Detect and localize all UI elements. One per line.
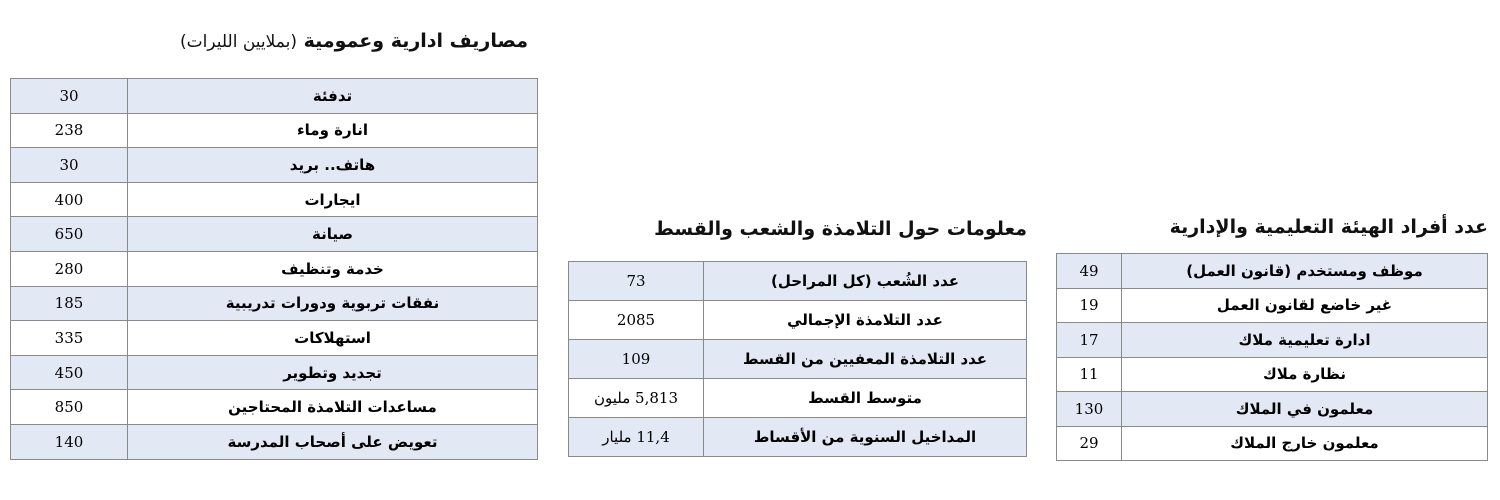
student-info-title-text: معلومات حول التلامذة والشعب والقسط	[654, 218, 1027, 240]
row-value: 650	[11, 217, 128, 252]
table-row	[11, 355, 538, 390]
row-value: 400	[11, 182, 128, 217]
table-row	[11, 424, 538, 459]
admin-expenses-rows	[11, 79, 538, 460]
staff-count-table	[1056, 253, 1488, 461]
row-label: تدفئة	[128, 79, 538, 114]
row-value: 140	[11, 424, 128, 459]
admin-expenses-title-text: مصاريف ادارية وعمومية	[303, 30, 528, 52]
table-row	[569, 301, 1027, 340]
table-row	[11, 113, 538, 148]
row-value: 17	[1057, 323, 1122, 358]
table-row	[1057, 357, 1488, 392]
row-label: استهلاكات	[128, 321, 538, 356]
row-value: 2085	[569, 301, 704, 340]
table-row	[11, 390, 538, 425]
row-value: 335	[11, 321, 128, 356]
row-label: عدد التلامذة المعفيين من القسط	[704, 340, 1027, 379]
table-row	[1057, 288, 1488, 323]
row-value: 130	[1057, 392, 1122, 427]
row-label: معلمون في الملاك	[1122, 392, 1488, 427]
row-value: 11	[1057, 357, 1122, 392]
row-value: 280	[11, 251, 128, 286]
row-value: 185	[11, 286, 128, 321]
staff-count-rows	[1057, 254, 1488, 461]
table-row	[11, 148, 538, 183]
table-row	[11, 217, 538, 252]
row-label: ادارة تعليمية ملاك	[1122, 323, 1488, 358]
row-label: تجديد وتطوير	[128, 355, 538, 390]
table-row	[1057, 426, 1488, 461]
row-value: 850	[11, 390, 128, 425]
row-label: موظف ومستخدم (قانون العمل)	[1122, 254, 1488, 289]
row-value: 30	[11, 148, 128, 183]
table-row	[11, 251, 538, 286]
row-label: خدمة وتنظيف	[128, 251, 538, 286]
table-row	[1057, 254, 1488, 289]
admin-expenses-table	[10, 78, 538, 460]
row-value: 450	[11, 355, 128, 390]
row-value: 5,813 مليون	[569, 379, 704, 418]
row-label: المداخيل السنوية من الأقساط	[704, 418, 1027, 457]
row-label: متوسط القسط	[704, 379, 1027, 418]
row-label: عدد الشُعب (كل المراحل)	[704, 262, 1027, 301]
row-label: هاتف.. بريد	[128, 148, 538, 183]
row-value: 30	[11, 79, 128, 114]
row-value: 11,4 مليار	[569, 418, 704, 457]
row-value: 49	[1057, 254, 1122, 289]
table-row	[11, 79, 538, 114]
table-row	[569, 340, 1027, 379]
row-label: عدد التلامذة الإجمالي	[704, 301, 1027, 340]
row-label: نفقات تربوية ودورات تدريبية	[128, 286, 538, 321]
row-label: صيانة	[128, 217, 538, 252]
table-row	[11, 182, 538, 217]
admin-expenses-subtitle: (بملايين الليرات)	[180, 32, 297, 52]
row-value: 238	[11, 113, 128, 148]
table-row	[569, 379, 1027, 418]
row-label: تعويض على أصحاب المدرسة	[128, 424, 538, 459]
row-label: نظارة ملاك	[1122, 357, 1488, 392]
table-row	[569, 418, 1027, 457]
table-row	[569, 262, 1027, 301]
student-info-rows	[569, 262, 1027, 457]
row-label: غير خاضع لقانون العمل	[1122, 288, 1488, 323]
staff-count-title	[1170, 216, 1488, 238]
row-value: 109	[569, 340, 704, 379]
table-row	[11, 321, 538, 356]
row-label: مساعدات التلامذة المحتاجين	[128, 390, 538, 425]
staff-count-title-text: عدد أفراد الهيئة التعليمية والإدارية	[1169, 216, 1488, 238]
admin-expenses-title	[180, 30, 528, 52]
row-value: 19	[1057, 288, 1122, 323]
student-info-table	[568, 261, 1027, 457]
row-label: معلمون خارج الملاك	[1122, 426, 1488, 461]
row-label: انارة وماء	[128, 113, 538, 148]
student-info-title	[654, 218, 1027, 240]
row-label: ايجارات	[128, 182, 538, 217]
row-value: 29	[1057, 426, 1122, 461]
table-row	[11, 286, 538, 321]
table-row	[1057, 323, 1488, 358]
row-value: 73	[569, 262, 704, 301]
table-row	[1057, 392, 1488, 427]
